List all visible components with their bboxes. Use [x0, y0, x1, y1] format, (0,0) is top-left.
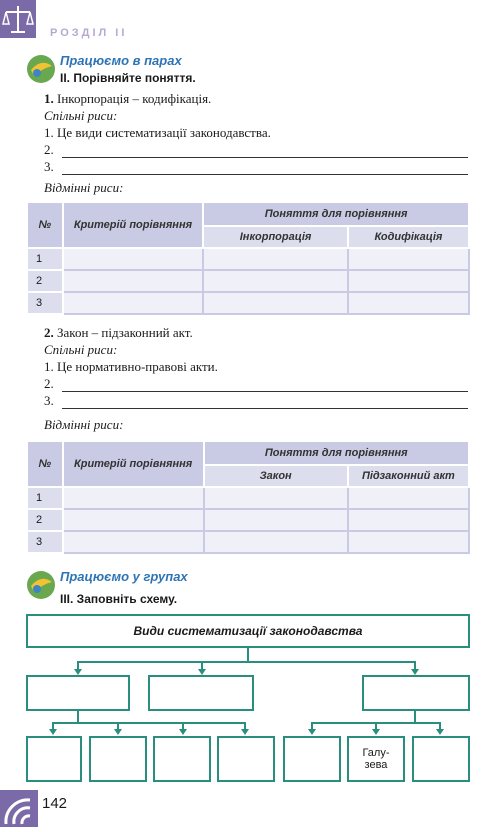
concept-b-cell[interactable] — [348, 292, 469, 314]
section-label: РОЗДІЛ ІІ — [50, 27, 128, 39]
table-row — [27, 487, 469, 509]
connector — [247, 648, 249, 662]
connector — [77, 661, 79, 669]
concept-b-cell[interactable] — [348, 487, 469, 509]
item2-common-line-2-number: 2. — [44, 376, 54, 391]
connector — [414, 661, 416, 669]
item2-number: 2. — [44, 325, 54, 340]
table-header-number: № — [27, 202, 63, 248]
scheme-level3-box-6[interactable] — [347, 736, 405, 782]
concept-a-cell[interactable] — [203, 248, 348, 270]
arrow-down-icon — [49, 729, 57, 735]
concept-a-cell[interactable] — [204, 531, 348, 553]
table-row — [27, 292, 469, 314]
task-3-title: ІІІ. Заповніть схему. — [60, 592, 178, 606]
table-header-criterion: Критерій порівняння — [63, 441, 204, 487]
concept-b-cell[interactable] — [348, 509, 469, 531]
table-subheader-a: Інкорпорація — [203, 226, 348, 248]
connector — [201, 661, 203, 669]
item2-answer-line-3[interactable] — [62, 408, 468, 409]
item2-answer-line-2[interactable] — [62, 391, 468, 392]
criterion-cell[interactable] — [63, 487, 204, 509]
scheme-level3-box-4[interactable] — [217, 736, 275, 782]
concept-a-cell[interactable] — [203, 270, 348, 292]
table-row — [27, 248, 469, 270]
table-header-number: № — [27, 441, 63, 487]
item2-title: Закон – підзаконний акт. — [53, 325, 193, 340]
scheme-level2-box-1[interactable] — [26, 675, 130, 711]
table-header-concepts: Поняття для порівняння — [204, 441, 470, 465]
row-number: 3 — [27, 292, 63, 314]
scheme-title: Види систематизації законодавства — [133, 624, 363, 638]
table-header-concepts: Поняття для порівняння — [203, 202, 469, 226]
table-subheader-a: Закон — [204, 465, 348, 487]
table-subheader-b: Кодифікація — [348, 226, 469, 248]
scheme-level3-box-1[interactable] — [26, 736, 82, 782]
concept-b-cell[interactable] — [348, 270, 469, 292]
row-number: 3 — [27, 531, 63, 553]
item1-heading — [44, 91, 211, 107]
scheme-level3-box-2[interactable] — [89, 736, 147, 782]
table-row — [27, 531, 469, 553]
criterion-cell[interactable] — [63, 292, 204, 314]
criterion-cell[interactable] — [63, 248, 204, 270]
scheme-level3-box-3[interactable] — [153, 736, 211, 782]
item1-answer-line-2[interactable] — [62, 157, 468, 158]
section-corner-block — [0, 0, 36, 38]
arrow-down-icon — [241, 729, 249, 735]
page-number: 142 — [42, 795, 68, 812]
scheme-level2-box-3[interactable] — [362, 675, 470, 711]
concept-b-cell[interactable] — [348, 531, 469, 553]
scheme-level3-box-7[interactable] — [412, 736, 470, 782]
scales-icon — [0, 0, 36, 38]
item1-common-line-3-number: 3. — [44, 159, 54, 174]
item1-common-line-1: 1. Це види систематизації законодавства. — [44, 125, 271, 140]
arrow-down-icon — [114, 729, 122, 735]
row-number: 1 — [27, 487, 63, 509]
arrow-down-icon — [436, 729, 444, 735]
criterion-cell[interactable] — [63, 270, 204, 292]
task-2-title: ІІ. Порівняйте поняття. — [60, 71, 196, 85]
concept-a-cell[interactable] — [204, 487, 348, 509]
page-corner-block — [0, 790, 38, 827]
criterion-cell[interactable] — [63, 531, 204, 553]
table-row — [27, 270, 469, 292]
group-work-icon — [26, 570, 56, 600]
row-number: 2 — [27, 270, 63, 292]
item2-comparison-table — [26, 440, 470, 554]
item2-heading — [44, 325, 193, 341]
item2-common-label: Спільні риси: — [44, 342, 118, 357]
connector — [52, 722, 244, 724]
arrow-down-icon — [372, 729, 380, 735]
scheme-root-box — [26, 614, 470, 648]
table-header-criterion: Критерій порівняння — [63, 202, 204, 248]
arrow-down-icon — [179, 729, 187, 735]
connector — [77, 661, 416, 663]
item1-diff-label: Відмінні риси: — [44, 180, 124, 195]
page-ornament-icon — [0, 790, 38, 827]
scheme-level2-box-2[interactable] — [148, 675, 254, 711]
item1-common-line-2-number: 2. — [44, 142, 54, 157]
concept-a-cell[interactable] — [203, 292, 348, 314]
row-number: 2 — [27, 509, 63, 531]
pair-work-title: Працюємо в парах — [60, 53, 182, 68]
arrow-down-icon — [308, 729, 316, 735]
scheme-level3-box-5[interactable] — [283, 736, 341, 782]
table-subheader-b: Підзаконний акт — [348, 465, 469, 487]
concept-a-cell[interactable] — [204, 509, 348, 531]
item2-common-line-1: 1. Це нормативно-правові акти. — [44, 359, 218, 374]
item1-answer-line-3[interactable] — [62, 174, 468, 175]
group-work-title: Працюємо у групах — [60, 569, 188, 584]
item1-number: 1. — [44, 91, 54, 106]
item2-diff-label: Відмінні риси: — [44, 417, 124, 432]
row-number: 1 — [27, 248, 63, 270]
scheme-box-label: Галу- зева — [362, 747, 390, 771]
item1-comparison-table — [26, 201, 470, 315]
item1-title: Інкорпорація – кодифікація. — [53, 91, 212, 106]
pair-work-icon — [26, 54, 56, 84]
table-row — [27, 509, 469, 531]
criterion-cell[interactable] — [63, 509, 204, 531]
item1-common-label: Спільні риси: — [44, 108, 118, 123]
item2-common-line-3-number: 3. — [44, 393, 54, 408]
concept-b-cell[interactable] — [348, 248, 469, 270]
